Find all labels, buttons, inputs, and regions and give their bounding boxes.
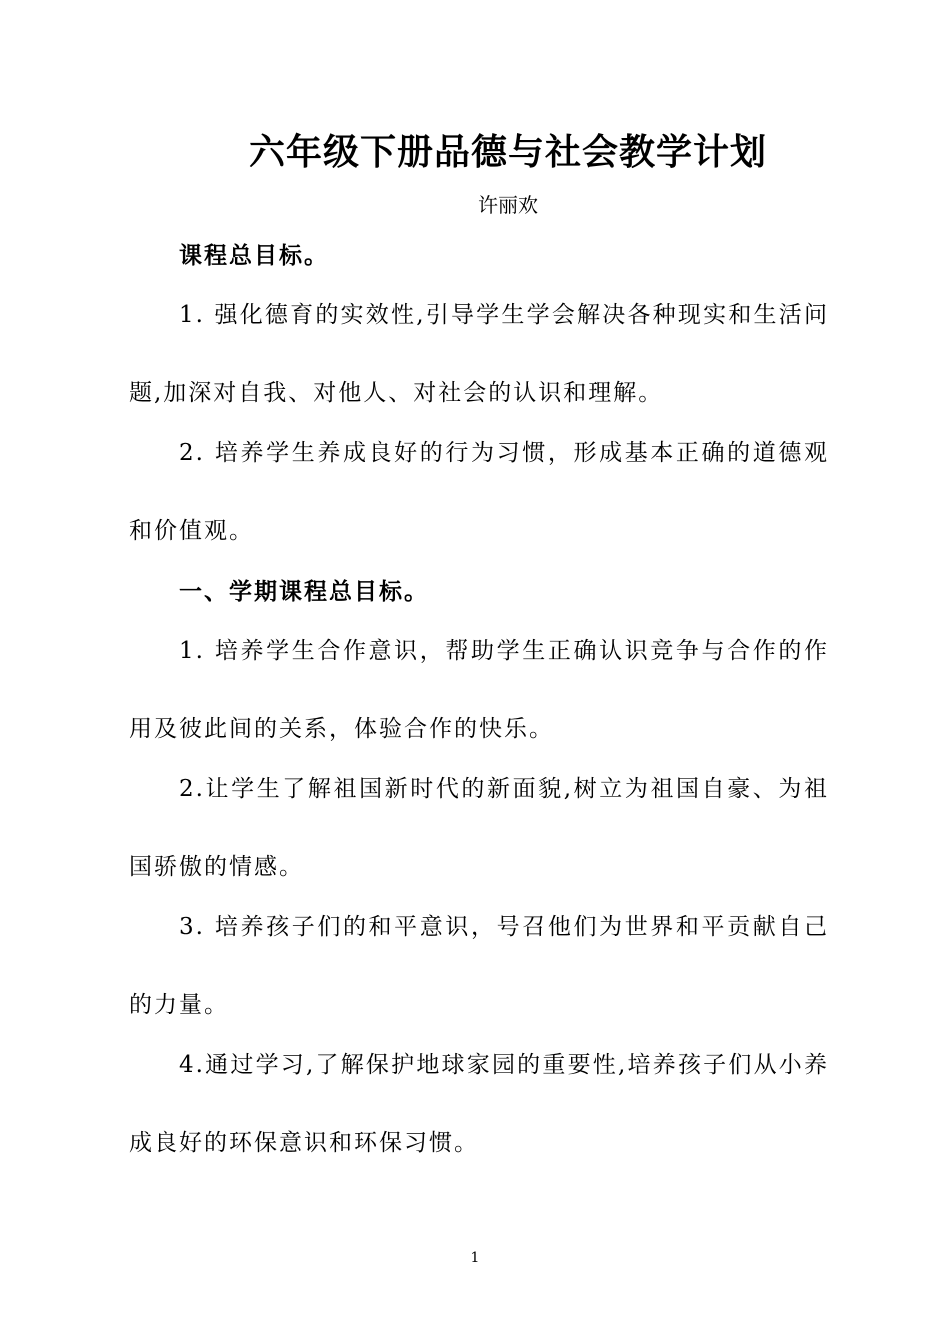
paragraph-semester-goal-3: 3. 培养孩子们的和平意识，号召他们为世界和平贡献自己的力量。: [129, 914, 829, 1018]
section-heading-semester-goals: 一、学期课程总目标。: [179, 578, 429, 605]
paragraph-semester-goal-1: 1. 培养学生合作意识，帮助学生正确认识竞争与合作的作用及彼此间的关系，体验合作的快乐。: [129, 638, 829, 742]
section-heading-course-goals: 课程总目标。: [179, 242, 329, 269]
document-author: 许丽欢: [478, 193, 538, 217]
paragraph-semester-goal-2: 2.让学生了解祖国新时代的新面貌,树立为祖国自豪、为祖国骄傲的情感。: [129, 776, 829, 880]
paragraph-semester-goal-4: 4.通过学习,了解保护地球家园的重要性,培养孩子们从小养成良好的环保意识和环保习惯。: [129, 1052, 829, 1156]
page-number: 1: [470, 1250, 480, 1266]
paragraph-course-goal-1: 1. 强化德育的实效性,引导学生学会解决各种现实和生活问题,加深对自我、对他人、对社会的认识和理解。: [129, 302, 829, 406]
document-title: 六年级下册品德与社会教学计划: [248, 131, 767, 173]
paragraph-course-goal-2: 2. 培养学生养成良好的行为习惯，形成基本正确的道德观和价值观。: [129, 440, 829, 544]
